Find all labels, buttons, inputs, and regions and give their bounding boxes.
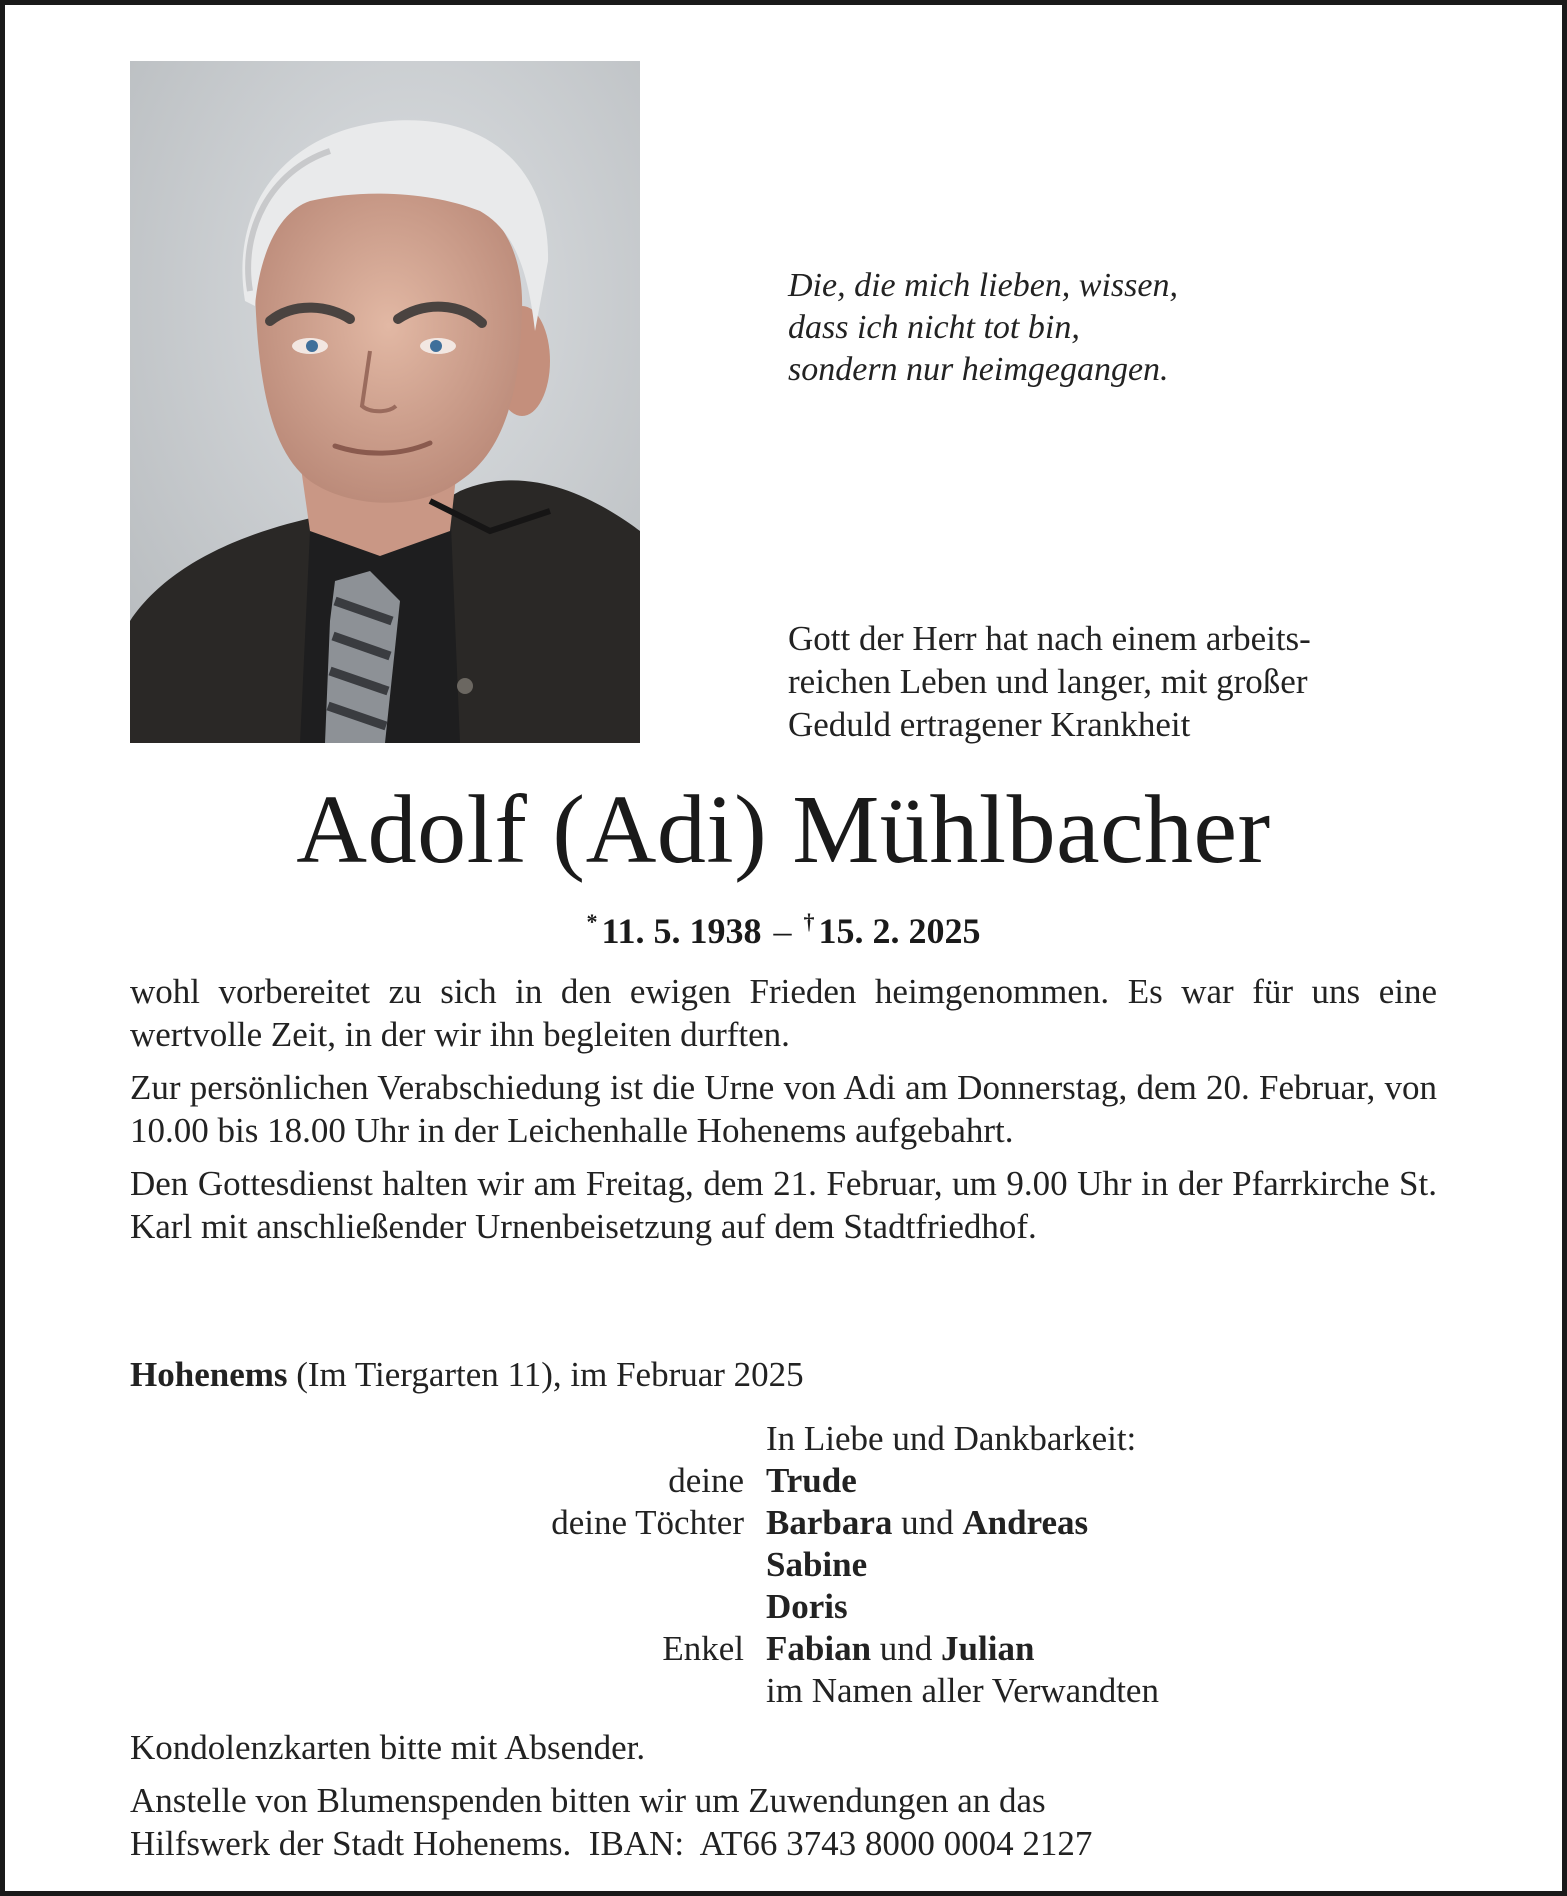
birth-symbol: * [586, 909, 598, 934]
donation-iban: Hilfswerk der Stadt Hohenems. IBAN: AT66 3743 8000 0004 2127 [130, 1824, 1093, 1863]
family-row [130, 1544, 1437, 1586]
birth-date: 11. 5. 1938 [601, 911, 762, 951]
intro-line: Gott der Herr hat nach einem arbeits- [788, 619, 1311, 658]
place-address: (Im Tiergarten 11), im Februar 2025 [287, 1355, 804, 1394]
family-name: Julian [941, 1629, 1035, 1668]
intro-line: Geduld ertragener Krankheit [788, 705, 1191, 744]
family-name: Sabine [766, 1545, 868, 1584]
portrait-photo [130, 61, 640, 743]
deceased-name: Adolf (Adi) Mühlbacher [296, 776, 1271, 884]
family-heading: In Liebe und Dankbarkeit: [766, 1419, 1137, 1458]
donation-note: Anstelle von Blumenspenden bitten wir um Zuwendungen an das [130, 1781, 1046, 1820]
body-paragraph: wohl vorbereitet zu sich in den ewigen Frieden heimgenommen. Es war für uns eine wertvolle Zeit, in der wir ihn begleiten durften. [130, 972, 1437, 1054]
family-relation [130, 1586, 766, 1628]
family-relation [130, 1544, 766, 1586]
family-joiner: und [892, 1503, 963, 1542]
death-symbol: † [803, 909, 815, 934]
memorial-quote [788, 265, 1178, 391]
family-name: Andreas [962, 1503, 1089, 1542]
family-closing-row [130, 1670, 1437, 1712]
family-heading-row [130, 1418, 1437, 1460]
body-paragraph: Zur persönlichen Verabschiedung ist die Urne von Adi am Donnerstag, dem 20. Februar, von 10.00 bis 18.00 Uhr in der Leichenhalle Hohenems aufgebahrt. [130, 1068, 1437, 1150]
family-relation: Enkel [662, 1629, 744, 1668]
intro-line: reichen Leben und langer, mit großer [788, 662, 1308, 701]
quote-line: sondern nur heimgegangen. [788, 351, 1169, 388]
date-separator: – [773, 911, 792, 951]
quote-line: dass ich nicht tot bin, [788, 309, 1080, 346]
family-row [130, 1460, 1437, 1502]
death-date: 15. 2. 2025 [818, 911, 981, 951]
family-signatures [130, 1418, 1437, 1712]
family-row [130, 1502, 1437, 1544]
family-name: Doris [766, 1587, 848, 1626]
quote-line: Die, die mich lieben, wissen, [788, 267, 1178, 304]
intro-text [788, 617, 1311, 746]
place-and-date [130, 1353, 804, 1396]
announcement-body [130, 970, 1437, 1258]
family-row [130, 1586, 1437, 1628]
family-closing: im Namen aller Verwandten [766, 1671, 1159, 1710]
family-relation: deine [668, 1461, 744, 1500]
life-dates [0, 900, 1567, 953]
family-joiner: und [871, 1629, 942, 1668]
family-name: Fabian [766, 1629, 872, 1668]
body-paragraph: Den Gottesdienst halten wir am Freitag, dem 21. Februar, um 9.00 Uhr in der Pfarrkirche St. Karl mit anschließender Urnenbeisetzung auf dem Stadtfriedhof. [130, 1164, 1437, 1246]
portrait-illustration [130, 61, 640, 743]
place-town: Hohenems [130, 1355, 288, 1394]
condolence-note: Kondolenzkarten bitte mit Absender. [130, 1728, 646, 1767]
family-name: Barbara [766, 1503, 893, 1542]
family-relation: deine Töchter [551, 1503, 744, 1542]
footer-notes [130, 1726, 1437, 1865]
family-row [130, 1628, 1437, 1670]
family-name: Trude [766, 1461, 857, 1500]
